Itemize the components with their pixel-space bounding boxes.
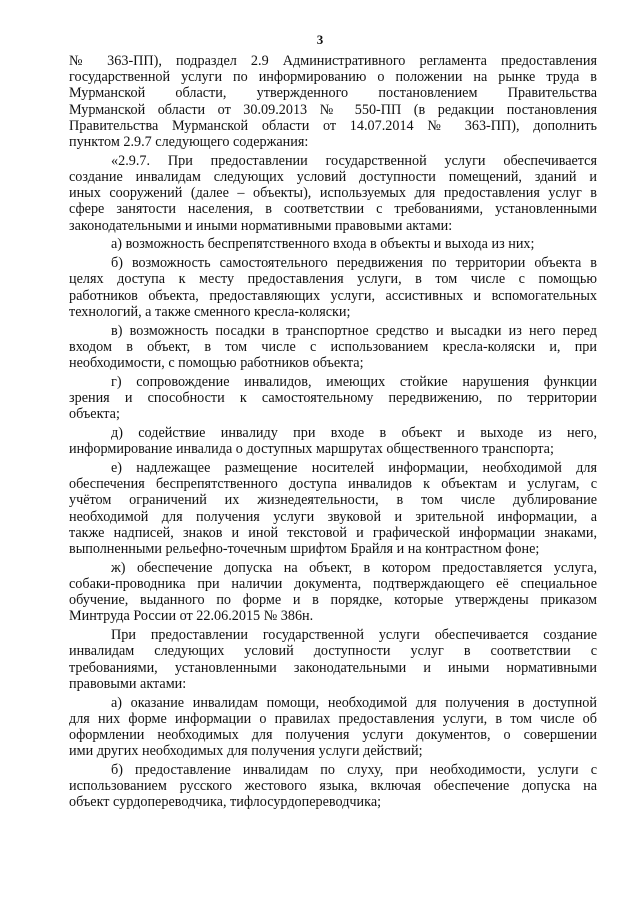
text-line: сфере занятости населения, в соответствии с требованиями, установленными [69, 201, 597, 218]
paragraph [69, 374, 597, 423]
text-line: Мурманской области, утвержденного постановлением Правительства [69, 85, 597, 102]
text-line: правовыми актами: [69, 675, 187, 692]
paragraph [69, 153, 597, 234]
text-line: иных сооружений (далее – объекты), используемых для предоставления услуг в [69, 185, 597, 202]
text-line: г) сопровождение инвалидов, имеющих стойкие нарушения функции [111, 373, 597, 390]
paragraph [69, 255, 597, 320]
text-line: а) возможность беспрепятственного входа в объекты и выхода из них; [111, 236, 535, 253]
text-line: Минтруда России от 22.06.2015 № 386н. [69, 608, 314, 625]
text-line: необходимой для получения услуги звуковой и зрительной информации, а [69, 508, 597, 525]
text-line: обучение, выданного по форме и в порядке, которые утверждены приказом [69, 592, 597, 609]
text-line: в) возможность посадки в транспортное средство и высадки из него перед [111, 322, 597, 339]
paragraph [69, 236, 597, 252]
text-line: требованиями, установленными законодательными и иными нормативными [69, 659, 597, 676]
text-line: е) надлежащее размещение носителей информации, необходимой для [111, 460, 597, 477]
paragraph [69, 762, 597, 811]
text-line: № 363-ПП), подраздел 2.9 Административного регламента предоставления [69, 53, 597, 69]
text-line: обеспечения беспрепятственного доступа инвалидов к объектам и услугам, с [69, 476, 597, 493]
paragraph [69, 425, 597, 457]
text-line: ж) обеспечение допуска на объект, в котором предоставляется услуга, [111, 559, 597, 576]
text-line: технологий, а также сменного кресла-коляски; [69, 303, 351, 320]
paragraph [69, 53, 597, 150]
text-line: законодательными и иными нормативными правовыми актами: [69, 217, 453, 234]
text-line: также надписей, знаков и иной текстовой и графической информации знаками, [69, 524, 597, 541]
text-line: При предоставлении государственной услуги обеспечивается создание [111, 627, 597, 644]
text-line: собаки-проводника при наличии документа, подтверждающего её специальное [69, 576, 597, 593]
text-line: создание инвалидам следующих условий доступности помещений, зданий и [69, 169, 597, 186]
text-line: пунктом 2.9.7 следующего содержания: [69, 134, 309, 151]
paragraph [69, 560, 597, 625]
text-line: инвалидам следующих условий доступности услуг в соответствии с [69, 643, 597, 660]
text-line: д) содействие инвалиду при входе в объект и выходе из него, [111, 425, 597, 442]
paragraph [69, 323, 597, 372]
document-body [69, 53, 597, 813]
text-line: использованием русского жестового языка, включая обеспечение допуска на [69, 778, 597, 795]
text-line: целях доступа к месту предоставления услуги, в том числе с помощью [69, 271, 597, 288]
text-line: б) возможность самостоятельного передвижения по территории объекта в [111, 255, 597, 272]
text-line: необходимости, с помощью работников объекта; [69, 355, 364, 372]
text-line: ими других необходимых для получения услуги действий; [69, 743, 423, 760]
text-line: учётом ограничений их жизнедеятельности, в том числе дублирование [69, 492, 597, 509]
text-line: входом в объект, в том числе с использованием кресла-коляски и, при [69, 338, 597, 355]
text-line: выполненными рельефно-точечным шрифтом Брайля и на контрастном фоне; [69, 541, 540, 558]
text-line: Правительства Мурманской области от 14.07.2014 № 363-ПП), дополнить [69, 117, 597, 134]
paragraph [69, 627, 597, 692]
text-line: оформлении необходимых для получения услуги документов, о совершении [69, 727, 597, 744]
paragraph [69, 695, 597, 760]
paragraph [69, 460, 597, 557]
text-line: информирование инвалида о доступных маршрутах общественного транспорта; [69, 441, 554, 458]
text-line: Мурманской области от 30.09.2013 № 550-ПП (в редакции постановления [69, 101, 597, 118]
text-line: объект сурдопереводчика, тифлосурдопереводчика; [69, 794, 382, 811]
text-line: для них форме информации о правилах предоставления услуги, в том числе об [69, 710, 597, 727]
text-line: а) оказание инвалидам помощи, необходимой для получения в доступной [111, 694, 597, 711]
text-line: зрения и способности к самостоятельному передвижению, по территории [69, 390, 597, 407]
page-number: 3 [316, 32, 324, 47]
text-line: объекта; [69, 406, 120, 423]
text-line: работников объекта, предоставляющих услуги, ассистивных и вспомогательных [69, 287, 597, 304]
text-line: государственной услуги по информированию о положении на рынке труда в [69, 69, 597, 86]
text-line: б) предоставление инвалидам по слуху, при необходимости, услуги с [111, 762, 597, 779]
text-line: «2.9.7. При предоставлении государственной услуги обеспечивается [111, 152, 597, 169]
